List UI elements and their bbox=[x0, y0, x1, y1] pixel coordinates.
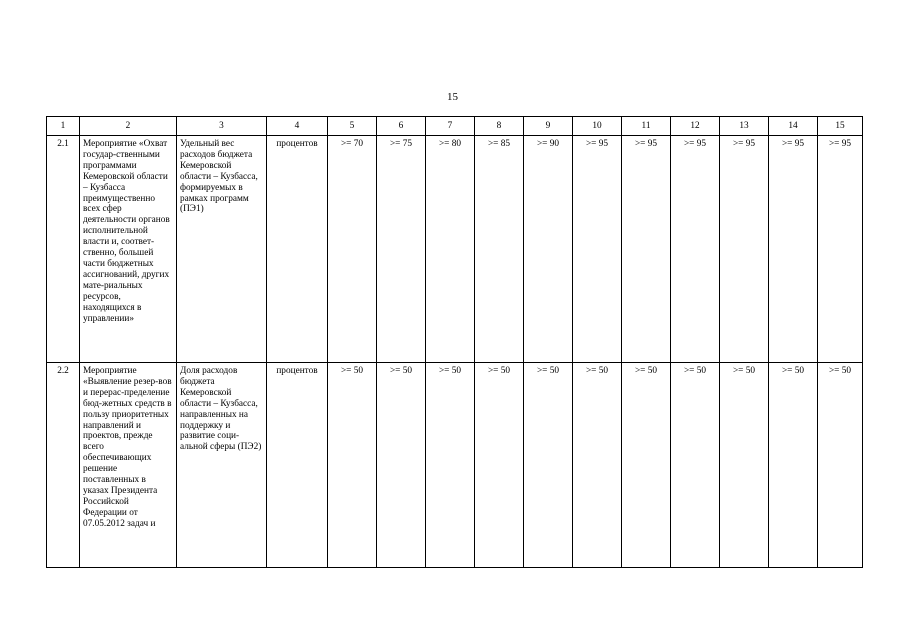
column-number-cell: 11 bbox=[622, 117, 671, 136]
column-number-cell: 12 bbox=[671, 117, 720, 136]
column-number-cell: 10 bbox=[573, 117, 622, 136]
value-cell: >= 90 bbox=[524, 136, 573, 363]
value-cell: >= 50 bbox=[377, 363, 426, 568]
table-row bbox=[47, 363, 863, 568]
measure-cell: Мероприятие «Охват государ-ственными программами Кемеровской области – Кузбасса преимущественно всех сфер деятельности органов исполнительной власти и, соответ-ственно, большей части бюджетных ассигнований, других мате-риальных ресурсов, находящихся в управлении» bbox=[80, 136, 177, 363]
value-cell: >= 95 bbox=[671, 136, 720, 363]
column-number-cell: 14 bbox=[769, 117, 818, 136]
unit-cell: процентов bbox=[267, 136, 328, 363]
column-number-cell: 9 bbox=[524, 117, 573, 136]
column-number-cell: 7 bbox=[426, 117, 475, 136]
value-cell: >= 95 bbox=[720, 136, 769, 363]
indicator-cell: Удельный вес расходов бюджета Кемеровской области – Кузбасса, формируемых в рамках программ (ПЭ1) bbox=[177, 136, 267, 363]
value-cell: >= 75 bbox=[377, 136, 426, 363]
value-cell: >= 50 bbox=[671, 363, 720, 568]
value-cell: >= 50 bbox=[475, 363, 524, 568]
value-cell: >= 50 bbox=[328, 363, 377, 568]
value-cell: >= 95 bbox=[573, 136, 622, 363]
row-number: 2.1 bbox=[47, 136, 80, 363]
value-cell: >= 50 bbox=[426, 363, 475, 568]
page-number: 15 bbox=[447, 91, 458, 103]
table-row bbox=[47, 136, 863, 363]
value-cell: >= 95 bbox=[622, 136, 671, 363]
measure-cell: Мероприятие «Выявление резер-вов и перерас-пределение бюд-жетных средств в пользу приоритетных направлений и проектов, прежде всего обеспечивающих решение поставленных в указах Президента Российской Федерации от 07.05.2012 задач и bbox=[80, 363, 177, 568]
value-cell: >= 70 bbox=[328, 136, 377, 363]
column-number-cell: 5 bbox=[328, 117, 377, 136]
unit-cell: процентов bbox=[267, 363, 328, 568]
value-cell: >= 50 bbox=[524, 363, 573, 568]
value-cell: >= 85 bbox=[475, 136, 524, 363]
value-cell: >= 50 bbox=[818, 363, 863, 568]
indicator-table bbox=[46, 116, 863, 568]
row-number: 2.2 bbox=[47, 363, 80, 568]
column-number-cell: 2 bbox=[80, 117, 177, 136]
indicator-cell: Доля расходов бюджета Кемеровской области – Кузбасса, направленных на поддержку и развитие соци-альной сферы (ПЭ2) bbox=[177, 363, 267, 568]
column-number-cell: 8 bbox=[475, 117, 524, 136]
value-cell: >= 50 bbox=[720, 363, 769, 568]
value-cell: >= 50 bbox=[769, 363, 818, 568]
column-number-row bbox=[47, 117, 863, 136]
column-number-cell: 1 bbox=[47, 117, 80, 136]
column-number-cell: 15 bbox=[818, 117, 863, 136]
column-number-cell: 4 bbox=[267, 117, 328, 136]
value-cell: >= 50 bbox=[573, 363, 622, 568]
value-cell: >= 95 bbox=[818, 136, 863, 363]
column-number-cell: 6 bbox=[377, 117, 426, 136]
column-number-cell: 13 bbox=[720, 117, 769, 136]
column-number-cell: 3 bbox=[177, 117, 267, 136]
value-cell: >= 80 bbox=[426, 136, 475, 363]
value-cell: >= 95 bbox=[769, 136, 818, 363]
value-cell: >= 50 bbox=[622, 363, 671, 568]
